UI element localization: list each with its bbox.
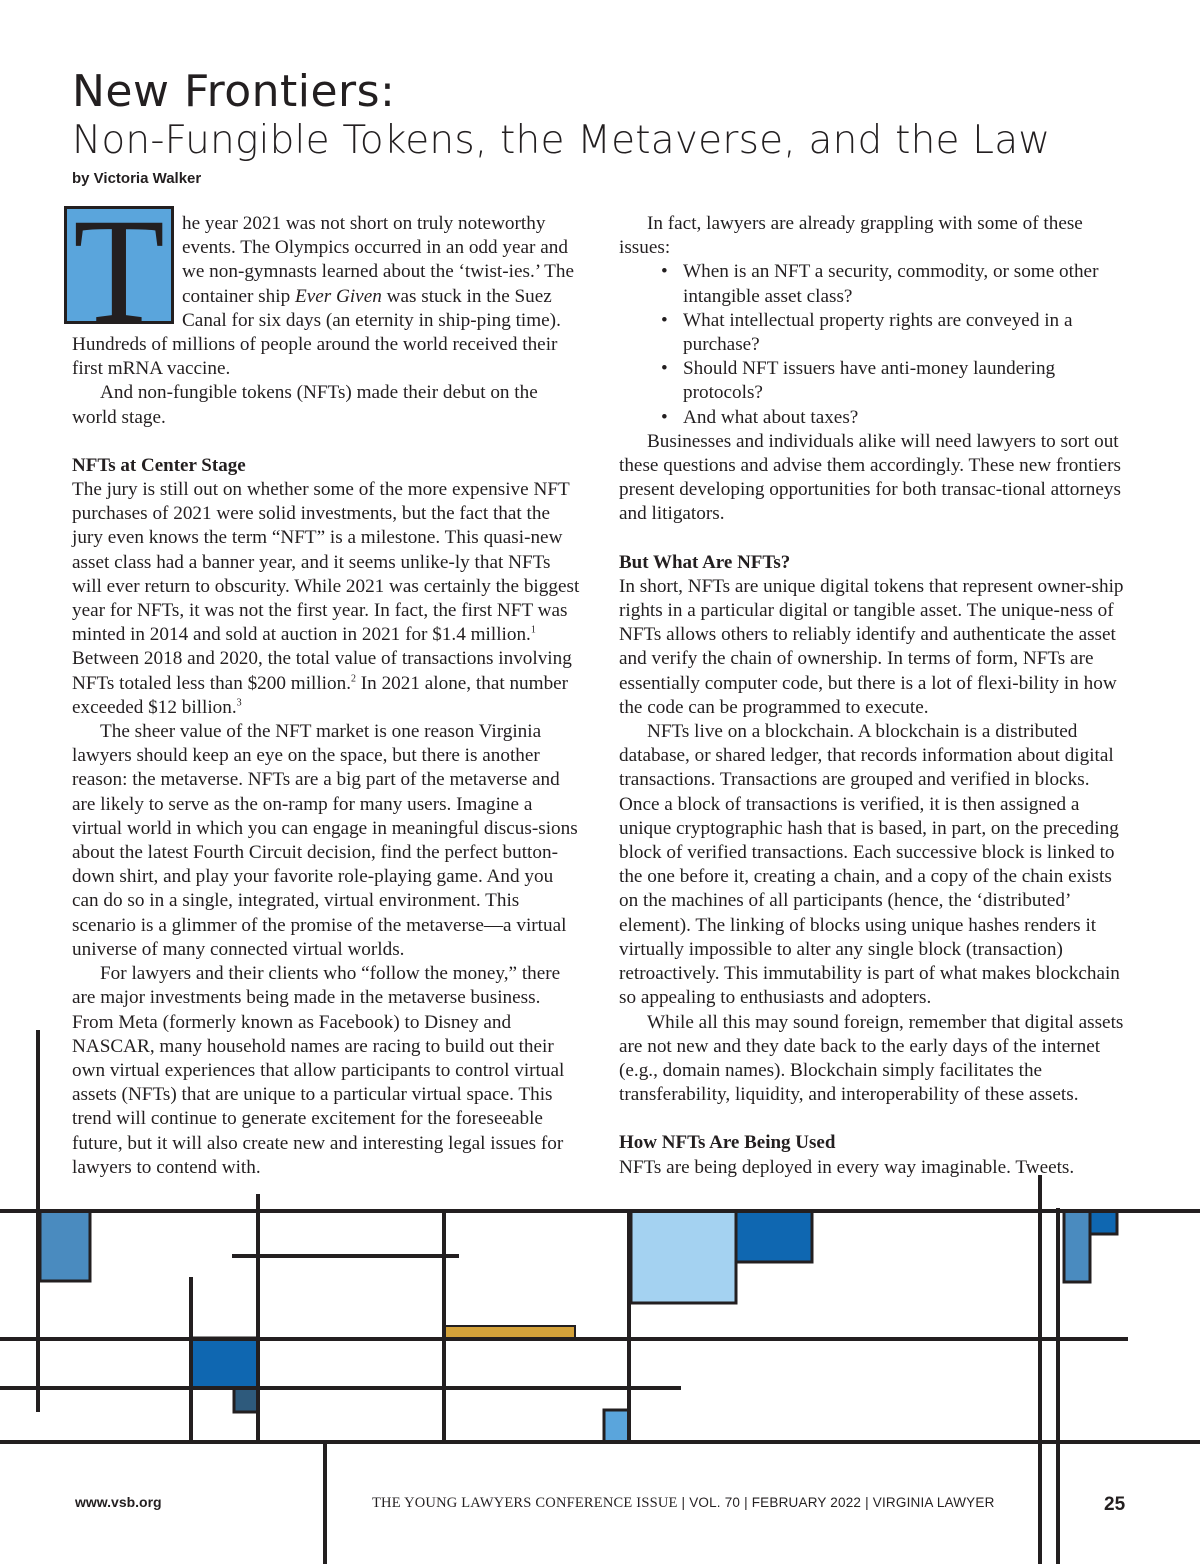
paragraph-in-short: In short, NFTs are unique digital tokens that represent owner-ship rights in a particular digital or tangible asset. The unique-ness of NFTs allows others to reliably identify and authenticate the asset and verify the chain of ownership. In terms of form, NFTs are essentially computer code, but there is a lot of flexi-bility in how the code can be programmed to execute. bbox=[619, 575, 1124, 718]
footnote-1: 1 bbox=[530, 624, 536, 636]
footer-issue-line bbox=[372, 1495, 995, 1512]
block-blue-mid-2 bbox=[1064, 1211, 1090, 1282]
block-blue-dark-3 bbox=[1090, 1211, 1117, 1234]
drop-cap bbox=[64, 188, 174, 354]
footer-volume: VOL. 70 bbox=[689, 1495, 741, 1510]
intro-text-end: was stuck in the Suez Canal for six days (an eternity in ship-ping time). Hundreds of millions of people around the world received their first mRNA vaccine. bbox=[72, 285, 561, 380]
block-gold bbox=[444, 1326, 575, 1338]
block-light-blue bbox=[631, 1211, 736, 1303]
paragraph-jury bbox=[72, 478, 582, 720]
footer-separator: | bbox=[677, 1495, 690, 1510]
heading-being-used: How NFTs Are Being Used bbox=[619, 1132, 836, 1154]
paragraph-grappling: In fact, lawyers are already grappling with some of these issues: bbox=[619, 213, 1083, 259]
paragraph-sheer-value: The sheer value of the NFT market is one reason Virginia lawyers should keep an eye on the space, but there is another reason: the metaverse. NFTs are a big part of the metaverse and are likely to serve as the on-ramp for many users. Imagine a virtual world in which you can engage in meaningful discus-sions about the latest Fourth Circuit decision, find the perfect button-down shirt, and play your favorite role-playing game. And you can do so in a single, integrated, virtual environment. This scenario is a glimmer of the promise of the metaverse—a virtual universe of many connected virtual worlds. bbox=[72, 721, 578, 960]
list-item: • And what about taxes? bbox=[661, 406, 1129, 430]
footer-separator: | bbox=[861, 1495, 873, 1510]
block-blue-mid bbox=[40, 1211, 90, 1281]
block-sky-small bbox=[604, 1410, 629, 1442]
list-item: • Should NFT issuers have anti-money laundering protocols? bbox=[661, 357, 1129, 405]
footer-separator: | bbox=[740, 1495, 752, 1510]
paragraph-businesses: Businesses and individuals alike will need lawyers to sort out these questions and advise them accordingly. These new frontiers present developing opportunities for both transac-tional attorneys and litigators. bbox=[619, 430, 1121, 525]
issues-list bbox=[619, 260, 1129, 429]
paragraph-blockchain: NFTs live on a blockchain. A blockchain is a distributed database, or shared ledger, that records information about digital transactions. Transactions are grouped and verified in blocks. Once a block of transactions is verified, it is then assigned a unique cryptographic hash that is based, in part, on the preceding block of verified transactions. Each successive block is linked to the one before it, creating a chain, and a copy of the chain exists on the machines of all participants (hence, the ‘distributed’ element). The linking of blocks using unique hashes renders it virtually impossible to alter any single block (transaction) retroactively. This immutability is part of what makes blockchain so appealing to enthusiasts and adopters. bbox=[619, 721, 1120, 1009]
paragraph-deployed: NFTs are being deployed in every way imaginable. Tweets. bbox=[619, 1156, 1075, 1178]
paragraph-foreign: While all this may sound foreign, remember that digital assets are not new and they date back to the early days of the internet (e.g., domain names). Blockchain simply facilitates the transferability, liquidity, and interoperability of these assets. bbox=[619, 1011, 1124, 1106]
footer-date: FEBRUARY 2022 bbox=[751, 1495, 862, 1510]
block-blue-dark bbox=[191, 1338, 258, 1388]
paragraph-follow-money: For lawyers and their clients who “follow the money,” there are major investments being made in the metaverse business. From Meta (formerly known as Facebook) to Disney and NASCAR, many household names are racing to build out their own virtual experiences that allow participants to control virtual assets (NFTs) that are unique to a particular virtual space. This trend will continue to generate excitement for the foreseeable future, but it will also create new and interesting legal issues for lawyers to contend with. bbox=[72, 963, 565, 1178]
heading-what-are-nfts: But What Are NFTs? bbox=[619, 551, 791, 573]
article-title: New Frontiers: bbox=[72, 66, 396, 117]
footer-publication: VIRGINIA LAWYER bbox=[872, 1495, 995, 1510]
byline: by Victoria Walker bbox=[72, 170, 202, 187]
list-item: • What intellectual property rights are conveyed in a purchase? bbox=[661, 309, 1129, 357]
jury-text-a: The jury is still out on whether some of the more expensive NFT purchases of 2021 were solid investments, but the fact that the jury even knows the term “NFT” is a milestone. This quasi-new asset class had a banner year, and it seems unlike-ly that NFTs will ever return to obscurity. While 2021 was certainly the biggest year for NFTs, it was not the first year. In fact, the first NFT was minted in 2014 and sold at auction in 2021 for $1.4 million. bbox=[72, 479, 580, 646]
article-subtitle: Non-Fungible Tokens, the Metaverse, and the Law bbox=[72, 118, 1051, 163]
list-item: • When is an NFT a security, commodity, or some other intangible asset class? bbox=[661, 260, 1129, 308]
intro-text: he year 2021 was not short on truly noteworthy events. The Olympics occurred in an odd year and we non-gymnasts learned about the ‘twist-ies.’ The container ship bbox=[182, 213, 574, 307]
drop-cap-letter: T bbox=[73, 188, 165, 354]
jury-text-c: In 2021 alone, that number exceeded $12 billion. bbox=[72, 672, 569, 718]
footnote-3: 3 bbox=[236, 697, 242, 709]
block-slate bbox=[234, 1388, 258, 1412]
jury-text-b: Between 2018 and 2020, the total value of transactions involving NFTs totaled less than $200 million. bbox=[72, 648, 572, 694]
mondrian-graphic bbox=[0, 1020, 1200, 1564]
intro-paragraph bbox=[72, 188, 582, 381]
footnote-2: 2 bbox=[351, 673, 356, 685]
block-blue-dark-2 bbox=[736, 1211, 812, 1262]
footer-website: www.vsb.org bbox=[75, 1494, 162, 1510]
ship-name: Ever Given bbox=[294, 285, 382, 307]
paragraph-nft-debut: And non-fungible tokens (NFTs) made their debut on the world stage. bbox=[72, 382, 538, 428]
page-number: 25 bbox=[1104, 1494, 1126, 1515]
heading-center-stage: NFTs at Center Stage bbox=[72, 454, 246, 476]
footer-issue: THE YOUNG LAWYERS CONFERENCE ISSUE bbox=[372, 1495, 678, 1511]
